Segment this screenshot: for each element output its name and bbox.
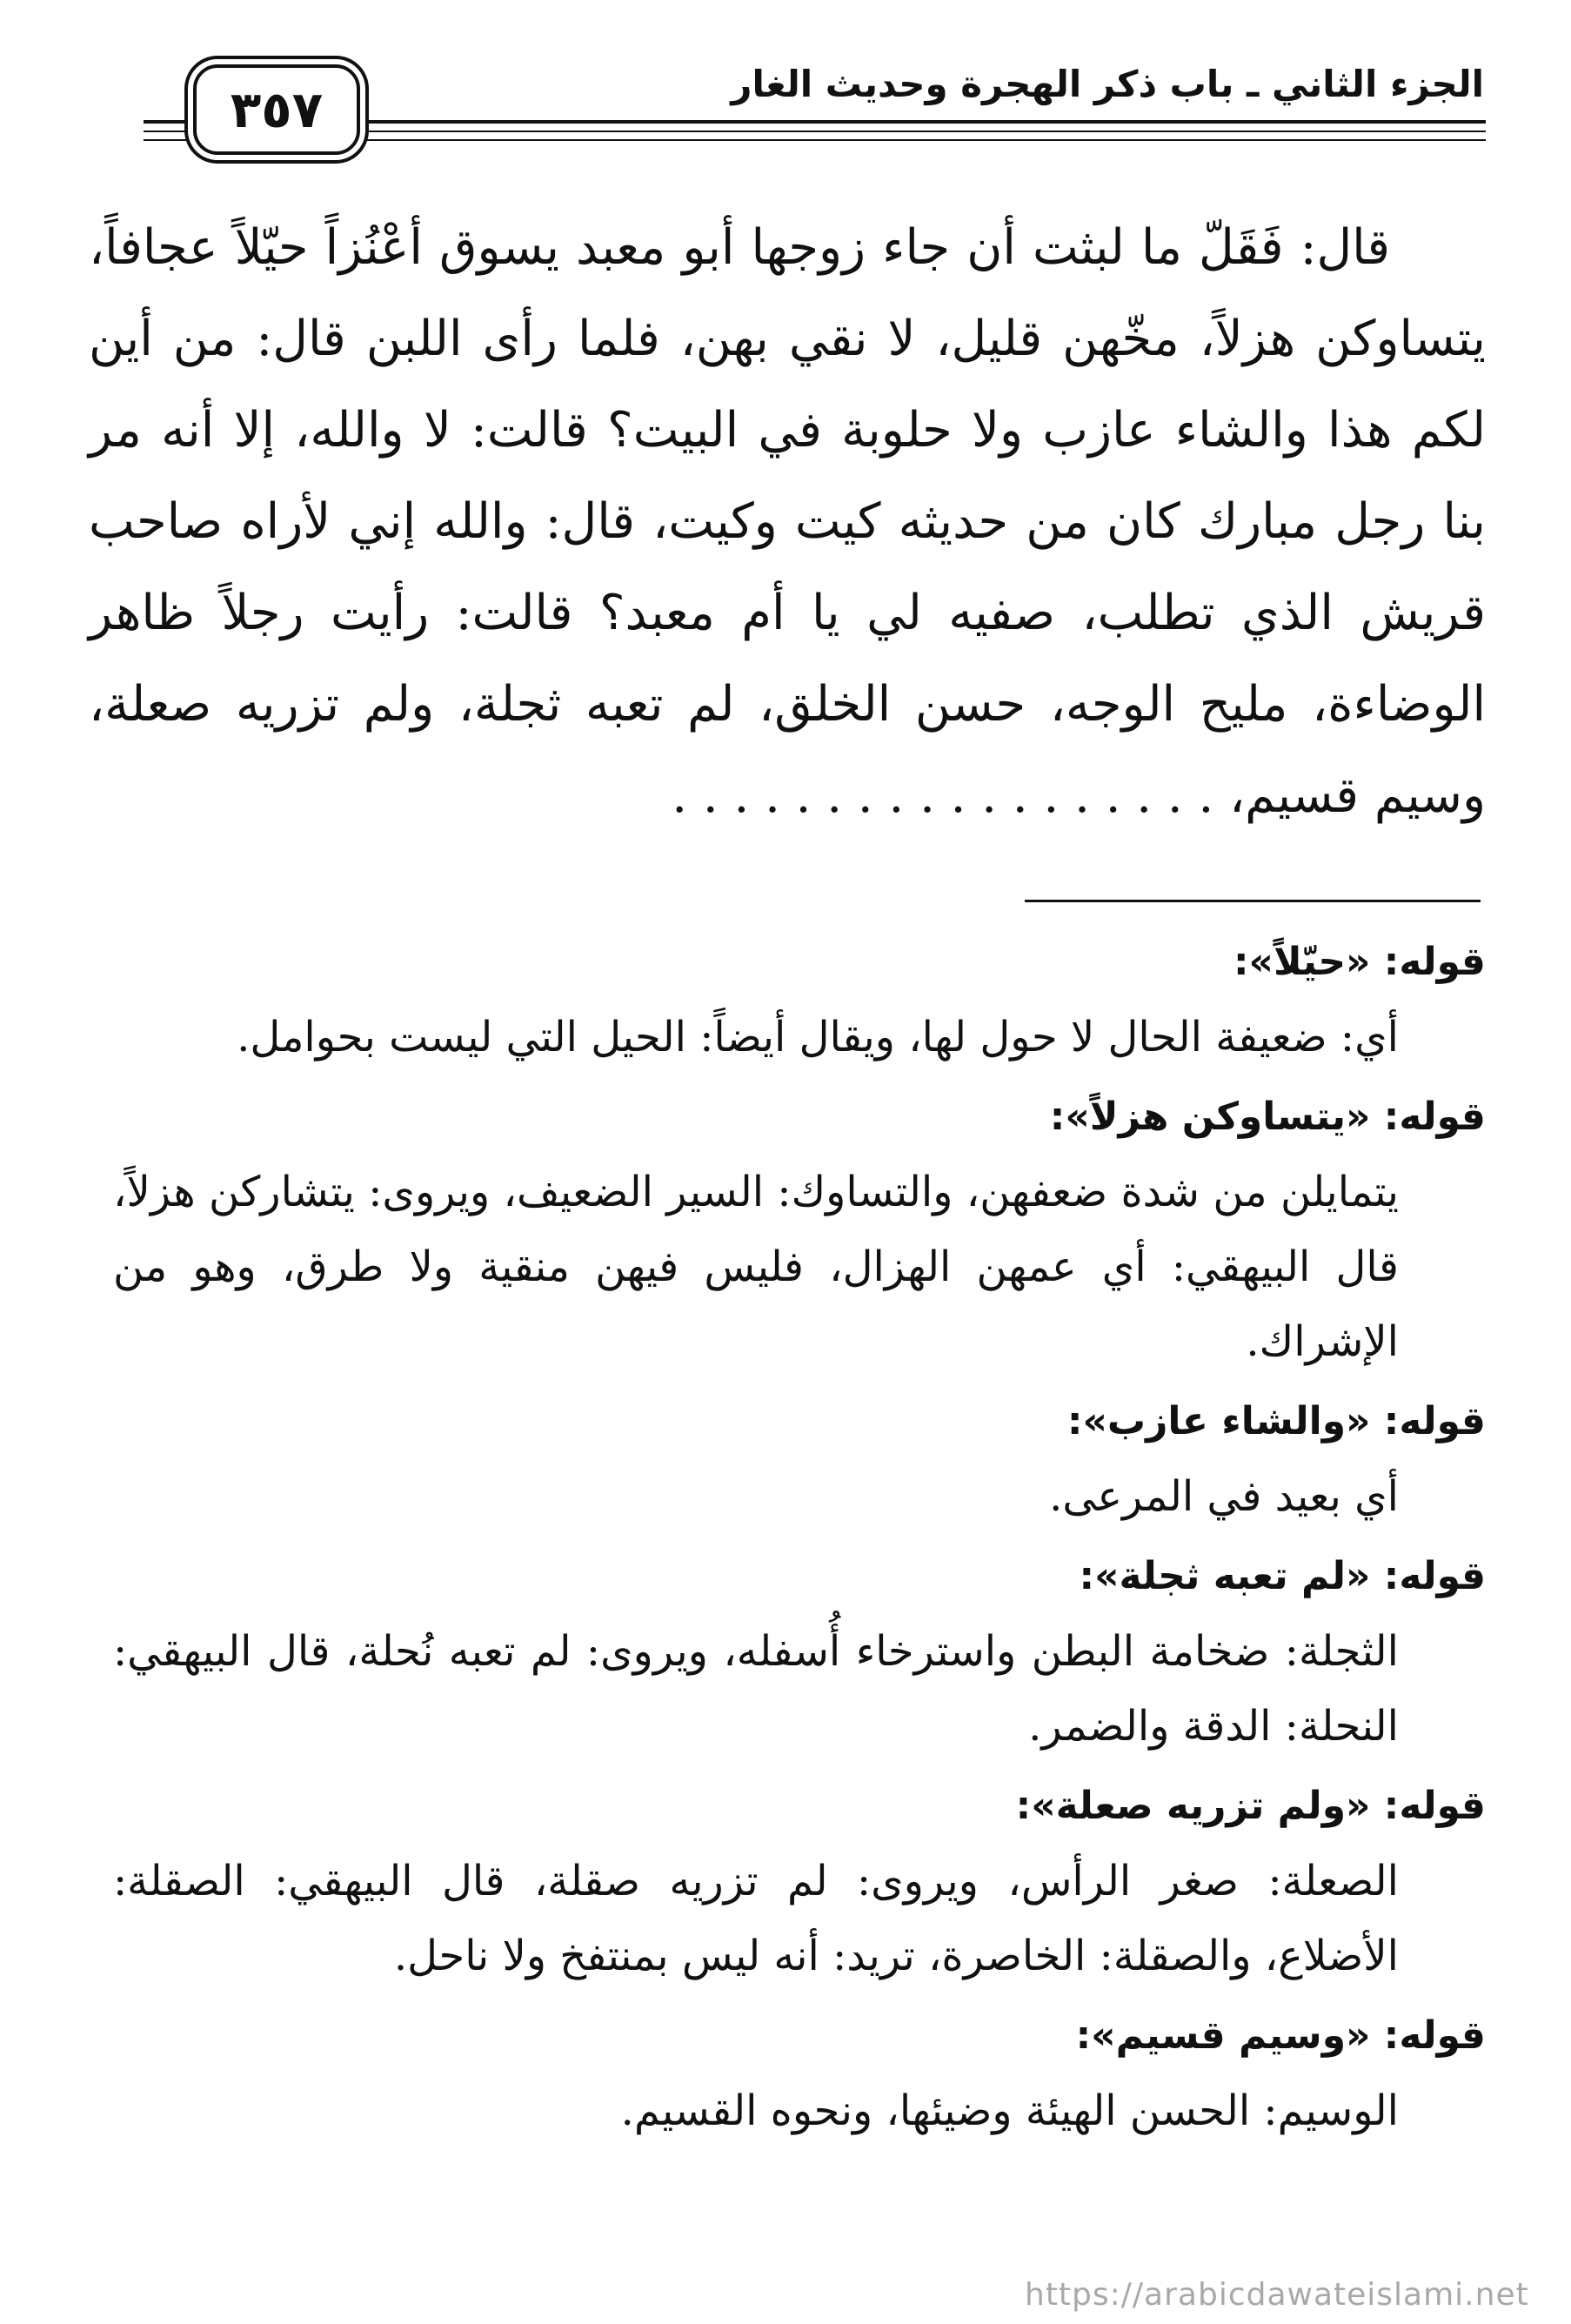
note-heading: قوله: «حيّلاً»: <box>1233 940 1486 984</box>
note-body: أي: ضعيفة الحال لا حول لها، ويقال أيضاً: الحيل التي ليست بحوامل. <box>237 1013 1399 1062</box>
main-text-block <box>89 202 1486 841</box>
note <box>113 1080 1486 1379</box>
note <box>113 925 1486 1075</box>
note-body: يتمايلن من شدة ضعفهن، والتساوك: السير الضعيف، ويروى: يتشاركن هزلاً، قال البيهقي: أي عمهن الهزال، فليس فيهن منقية ولا طرق، وهو من الإشراك. <box>113 1168 1399 1366</box>
commentary-notes <box>113 925 1486 2153</box>
note <box>113 1384 1486 1534</box>
source-watermark: https://arabicdawateislami.net <box>1025 2277 1529 2313</box>
note-heading: قوله: «وسيم قسيم»: <box>1075 2013 1486 2058</box>
note-heading: قوله: «والشاء عازب»: <box>1066 1399 1486 1443</box>
note-body: الوسيم: الحسن الهيئة وضيئها، ونحوه القسيم. <box>620 2086 1399 2135</box>
footnote-separator <box>1025 900 1481 902</box>
note-heading: قوله: «يتساوكن هزلاً»: <box>1049 1095 1486 1139</box>
note-body: الثجلة: ضخامة البطن واسترخاء أُسفله، ويروى: لم تعبه نُحلة، قال البيهقي: النحلة: الدقة والضمر. <box>113 1627 1399 1751</box>
note <box>113 1539 1486 1764</box>
running-header-title: الجزء الثاني ـ باب ذكر الهجرة وحديث الغار <box>731 63 1484 105</box>
note <box>113 1999 1486 2148</box>
note-heading: قوله: «لم تعبه ثجلة»: <box>1079 1554 1486 1598</box>
note-body: الصعلة: صغر الرأس، ويروى: لم تزريه صقلة، قال البيهقي: الصقلة: الأضلاع، والصقلة: الخاصرة، تريد: أنه ليس بمنتفخ ولا ناحل. <box>113 1857 1399 1980</box>
note-body: أي بعيد في المرعى. <box>1049 1472 1399 1521</box>
page-number: ٣٥٧ <box>230 80 324 139</box>
note-heading: قوله: «ولم تزريه صعلة»: <box>1015 1784 1486 1828</box>
page-number-frame <box>193 64 360 155</box>
main-paragraph: قال: فَقَلّ ما لبثت أن جاء زوجها أبو معبد يسوق أعْنُزاً حيّلاً عجافاً، يتساوكن هزلاً، مخّهن قليل، لا نقي بهن، فلما رأى اللبن قال: من أين لكم هذا والشاء عازب ولا حلوبة في البيت؟ قالت: لا والله، إلا أنه مر بنا رجل مبارك كان من حديثه كيت وكيت، قال: والله إني لأراه صاحب قريش الذي تطلب، صفيه لي يا أم معبد؟ قالت: رأيت رجلاً ظاهر الوضاءة، مليح الوجه، حسن الخلق، لم تعبه ثجلة، ولم تزريه صعلة، وسيم قسيم، . . . . . . . . . . . . . . . . . . <box>89 219 1486 824</box>
note <box>113 1769 1486 1993</box>
